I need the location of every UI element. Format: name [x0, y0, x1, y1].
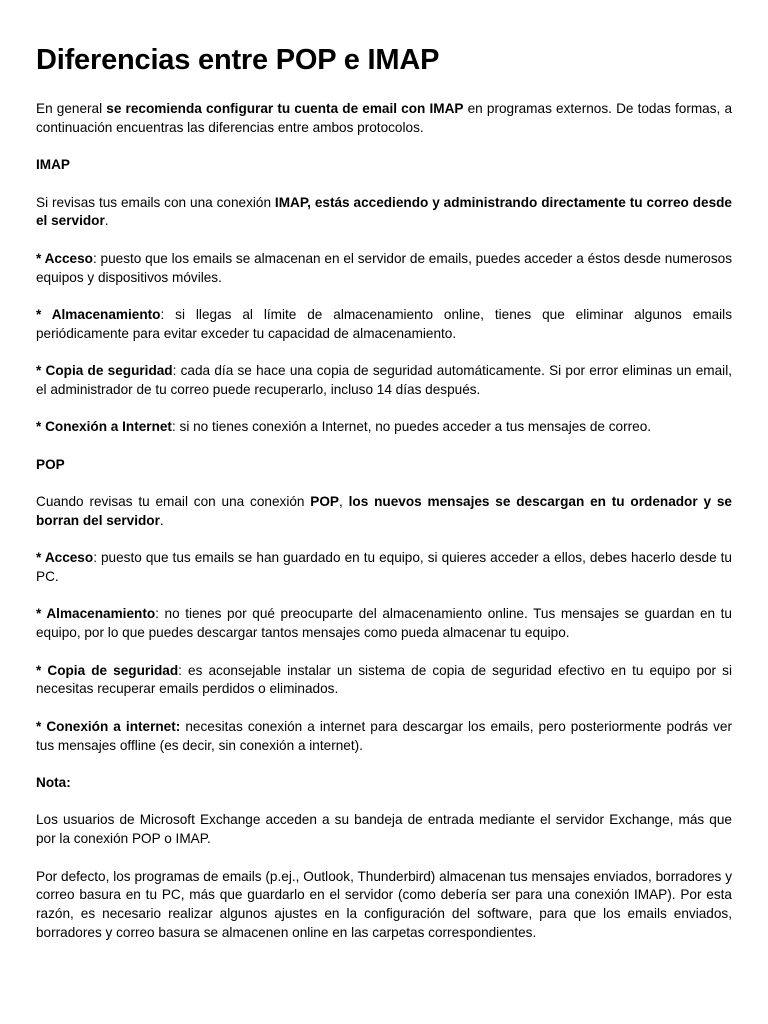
document-title: Diferencias entre POP e IMAP [36, 44, 440, 76]
pop-intro-text-3: . [159, 512, 164, 528]
imap-item-label: * Acceso [36, 250, 93, 266]
pop-item-label: * Conexión a internet: [36, 718, 181, 734]
intro-paragraph [36, 100, 732, 138]
imap-item-label: * Almacenamiento [36, 306, 161, 322]
intro-text-2: en programas externos. De todas formas, a continuación encuentras las diferencias entre ambos protocolos. [36, 101, 733, 135]
imap-item-almacenamiento [36, 306, 732, 344]
pop-item-conexion-internet [36, 718, 732, 756]
pop-item-label: * Acceso [36, 550, 94, 566]
imap-item-label: * Copia de seguridad [36, 363, 173, 379]
pop-intro-bold-1: POP [310, 494, 340, 510]
imap-item-text: : puesto que los emails se almacenan en el servidor de emails, puedes acceder a éstos desde numerosos equipos y dispositivos móviles. [36, 250, 732, 285]
note-paragraph-exchange: Los usuarios de Microsoft Exchange acceden a su bandeja de entrada mediante el servidor Exchange, más que por la conexión POP o IMAP. [36, 812, 732, 847]
pop-heading: POP [36, 456, 65, 472]
intro-text-1: En general [36, 101, 107, 116]
pop-intro-text-1: Cuando revisas tu email con una conexión [36, 494, 311, 510]
pop-intro-paragraph [36, 493, 732, 531]
imap-intro-bold-1: IMAP, estás accediendo y administrando directamente tu correo desde el servidor [36, 194, 732, 229]
pop-intro-bold-2: los nuevos mensajes se descargan en tu ordenador y se borran del servidor [36, 494, 732, 528]
pop-item-text: necesitas conexión a internet para descargar los emails, pero posteriormente podrás ver tus mensajes offline (es decir, sin conexión a internet). [36, 718, 733, 753]
imap-heading: IMAP [36, 157, 70, 173]
pop-item-copia-seguridad [36, 662, 732, 700]
imap-intro-paragraph [36, 194, 732, 232]
pop-item-text: : no tienes por qué preocuparte del almacenamiento online. Tus mensajes se guardan en tu equipo, por lo que puedes descargar tantos mensajes como pueda almacenar tu equipo. [36, 606, 732, 641]
pop-item-almacenamiento [36, 605, 732, 643]
pop-item-text: : puesto que tus emails se han guardado en tu equipo, si quieres acceder a ellos, debes hacerlo desde tu PC. [36, 550, 732, 585]
pop-item-text: : es aconsejable instalar un sistema de copia de seguridad efectivo en tu equipo por si necesitas recuperar emails perdidos o eliminados. [36, 662, 732, 697]
imap-item-text: : cada día se hace una copia de seguridad automáticamente. Si por error eliminas un email, el administrador de tu correo puede recuperarlo, incluso 14 días después. [36, 363, 732, 397]
imap-item-text: : si llegas al límite de almacenamiento online, tienes que eliminar algunos emails periódicamente para evitar exceder tu capacidad de almacenamiento. [36, 306, 732, 341]
intro-bold-1: se recomienda configurar tu cuenta de email con IMAP [106, 101, 464, 116]
imap-item-copia-seguridad [36, 362, 732, 400]
imap-item-text: : si no tienes conexión a Internet, no puedes acceder a tus mensajes de correo. [171, 419, 652, 435]
imap-item-label: * Conexión a Internet [36, 419, 172, 435]
imap-item-acceso [36, 250, 732, 288]
pop-intro-text-2: , [339, 494, 349, 510]
imap-item-conexion-internet [36, 418, 732, 437]
pop-item-label: * Almacenamiento [36, 606, 156, 622]
imap-intro-text-1: Si revisas tus emails con una conexión [36, 194, 275, 210]
pop-item-acceso [36, 549, 732, 587]
pop-item-label: * Copia de seguridad [36, 662, 179, 678]
note-heading: Nota: [36, 775, 71, 791]
imap-intro-text-2: . [104, 213, 109, 229]
note-paragraph-defaults: Por defecto, los programas de emails (p.ej., Outlook, Thunderbird) almacenan tus mensajes enviados, borradores y correo basura en tu PC, más que guardarlo en el servidor (como debería ser para una conexión IMAP). Por esta razón, es necesario realizar algunos ajustes en la configuración del software, para que los emails enviados, borradores y correo basura se almacenen online en las carpetas correspondientes. [36, 868, 732, 941]
